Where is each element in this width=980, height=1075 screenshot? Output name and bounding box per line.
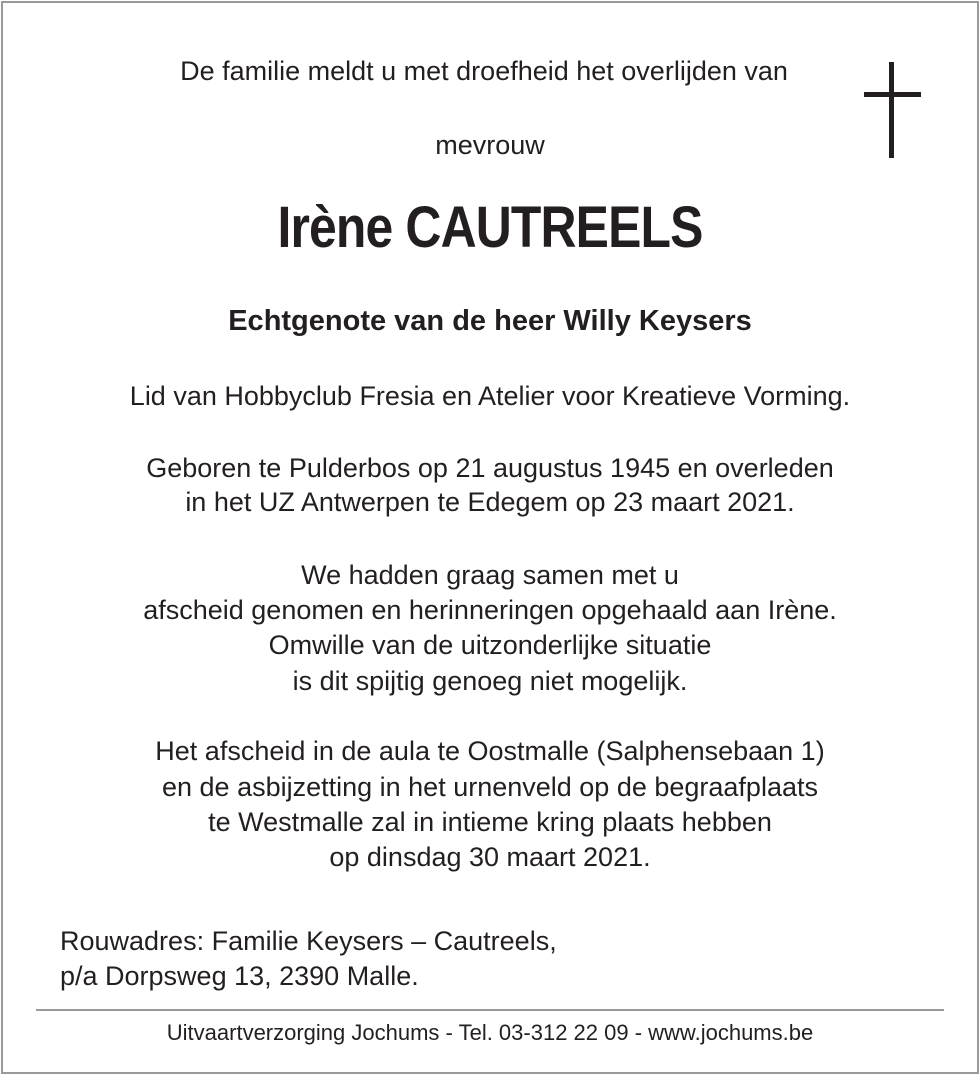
- funeral-home-footer: Uitvaartverzorging Jochums - Tel. 03-312 22 09 - www.jochums.be: [166, 1020, 814, 1045]
- salutation-text: mevrouw: [435, 130, 545, 160]
- farewell-note-line-2: afscheid genomen en herinneringen opgehaald aan Irène.: [143, 595, 837, 625]
- birth-death-line-2: in het UZ Antwerpen te Edegem op 23 maart 2021.: [185, 487, 795, 517]
- ceremony-line-3: te Westmalle zal in intieme kring plaats hebben: [208, 807, 772, 837]
- farewell-note-line-3: Omwille van de uitzonderlijke situatie: [268, 630, 712, 660]
- ceremony-line-1: Het afscheid in de aula te Oostmalle (Salphensebaan 1): [155, 736, 825, 766]
- ceremony-line-2: en de asbijzetting in het urnenveld op de begraafplaats: [162, 772, 818, 802]
- address-line-2: p/a Dorpsweg 13, 2390 Malle.: [60, 961, 419, 991]
- birth-death-line-1: Geboren te Pulderbos op 21 augustus 1945 en overleden: [146, 453, 834, 483]
- membership-text: Lid van Hobbyclub Fresia en Atelier voor Kreatieve Vorming.: [129, 381, 851, 411]
- farewell-note-line-4: is dit spijtig genoeg niet mogelijk.: [292, 666, 688, 696]
- farewell-note-line-1: We hadden graag samen met u: [301, 560, 679, 590]
- ceremony-line-4: op dinsdag 30 maart 2021.: [329, 842, 651, 872]
- address-line-1: Rouwadres: Familie Keysers – Cautreels,: [60, 926, 557, 956]
- deceased-name: Irène CAUTREELS: [277, 195, 703, 260]
- spouse-line: Echtgenote van de heer Willy Keysers: [228, 305, 752, 337]
- footer-divider: [36, 1009, 944, 1011]
- intro-text: De familie meldt u met droefheid het overlijden van: [180, 56, 788, 86]
